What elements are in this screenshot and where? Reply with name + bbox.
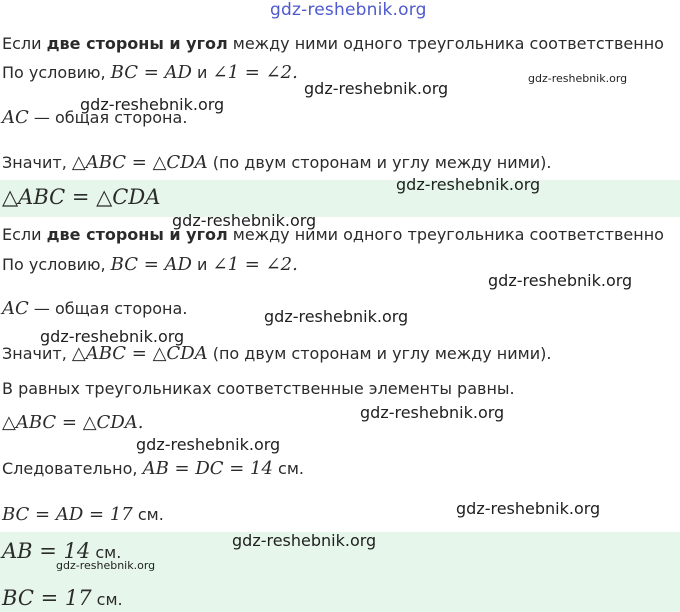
equal-elements-line: В равных треугольниках соответственные элементы равны. [2, 379, 515, 398]
watermark: gdz-reshebnik.org [360, 403, 505, 422]
watermark: gdz-reshebnik.org [488, 271, 633, 290]
given-line-1: По условию, BC = AD и ∠1 = ∠2. [2, 62, 298, 83]
given-line-2: По условию, BC = AD и ∠1 = ∠2. [2, 254, 298, 275]
watermark: gdz-reshebnik.org [56, 559, 156, 572]
watermark: gdz-reshebnik.org [396, 175, 541, 194]
watermark: gdz-reshebnik.org [456, 499, 601, 518]
result-ab-line: AB = 14 см. [2, 539, 122, 563]
therefore-line: Следовательно, AB = DC = 14 см. [2, 458, 305, 479]
top-watermark: gdz-reshebnik.org [270, 0, 427, 20]
watermark: gdz-reshebnik.org [172, 211, 317, 230]
conclusion-line-2: Значит, △ABC = △CDA (по двум сторонам и углу между ними). [2, 343, 552, 364]
result-line-1: △ABC = △CDA [2, 185, 161, 209]
conclusion-line-1: Значит, △ABC = △CDA (по двум сторонам и углу между ними). [2, 152, 552, 173]
watermark: gdz-reshebnik.org [40, 327, 185, 346]
result-bc-line: BC = 17 см. [2, 586, 123, 610]
bc-ad-line: BC = AD = 17 см. [2, 504, 164, 525]
congruence-line: △ABC = △CDA. [2, 412, 144, 433]
watermark: gdz-reshebnik.org [232, 531, 377, 550]
condition-text-2: Если две стороны и угол между ними одного треугольника соответственно [2, 225, 664, 244]
watermark: gdz-reshebnik.org [136, 435, 281, 454]
watermark: gdz-reshebnik.org [304, 79, 449, 98]
watermark: gdz-reshebnik.org [264, 307, 409, 326]
common-side-line-2: AC — общая сторона. [2, 298, 188, 319]
watermark: gdz-reshebnik.org [528, 72, 628, 85]
common-side-line-1: AC — общая сторона. [2, 107, 188, 128]
condition-text-1: Если две стороны и угол между ними одного треугольника соответственно [2, 34, 664, 53]
watermark: gdz-reshebnik.org [80, 95, 225, 114]
